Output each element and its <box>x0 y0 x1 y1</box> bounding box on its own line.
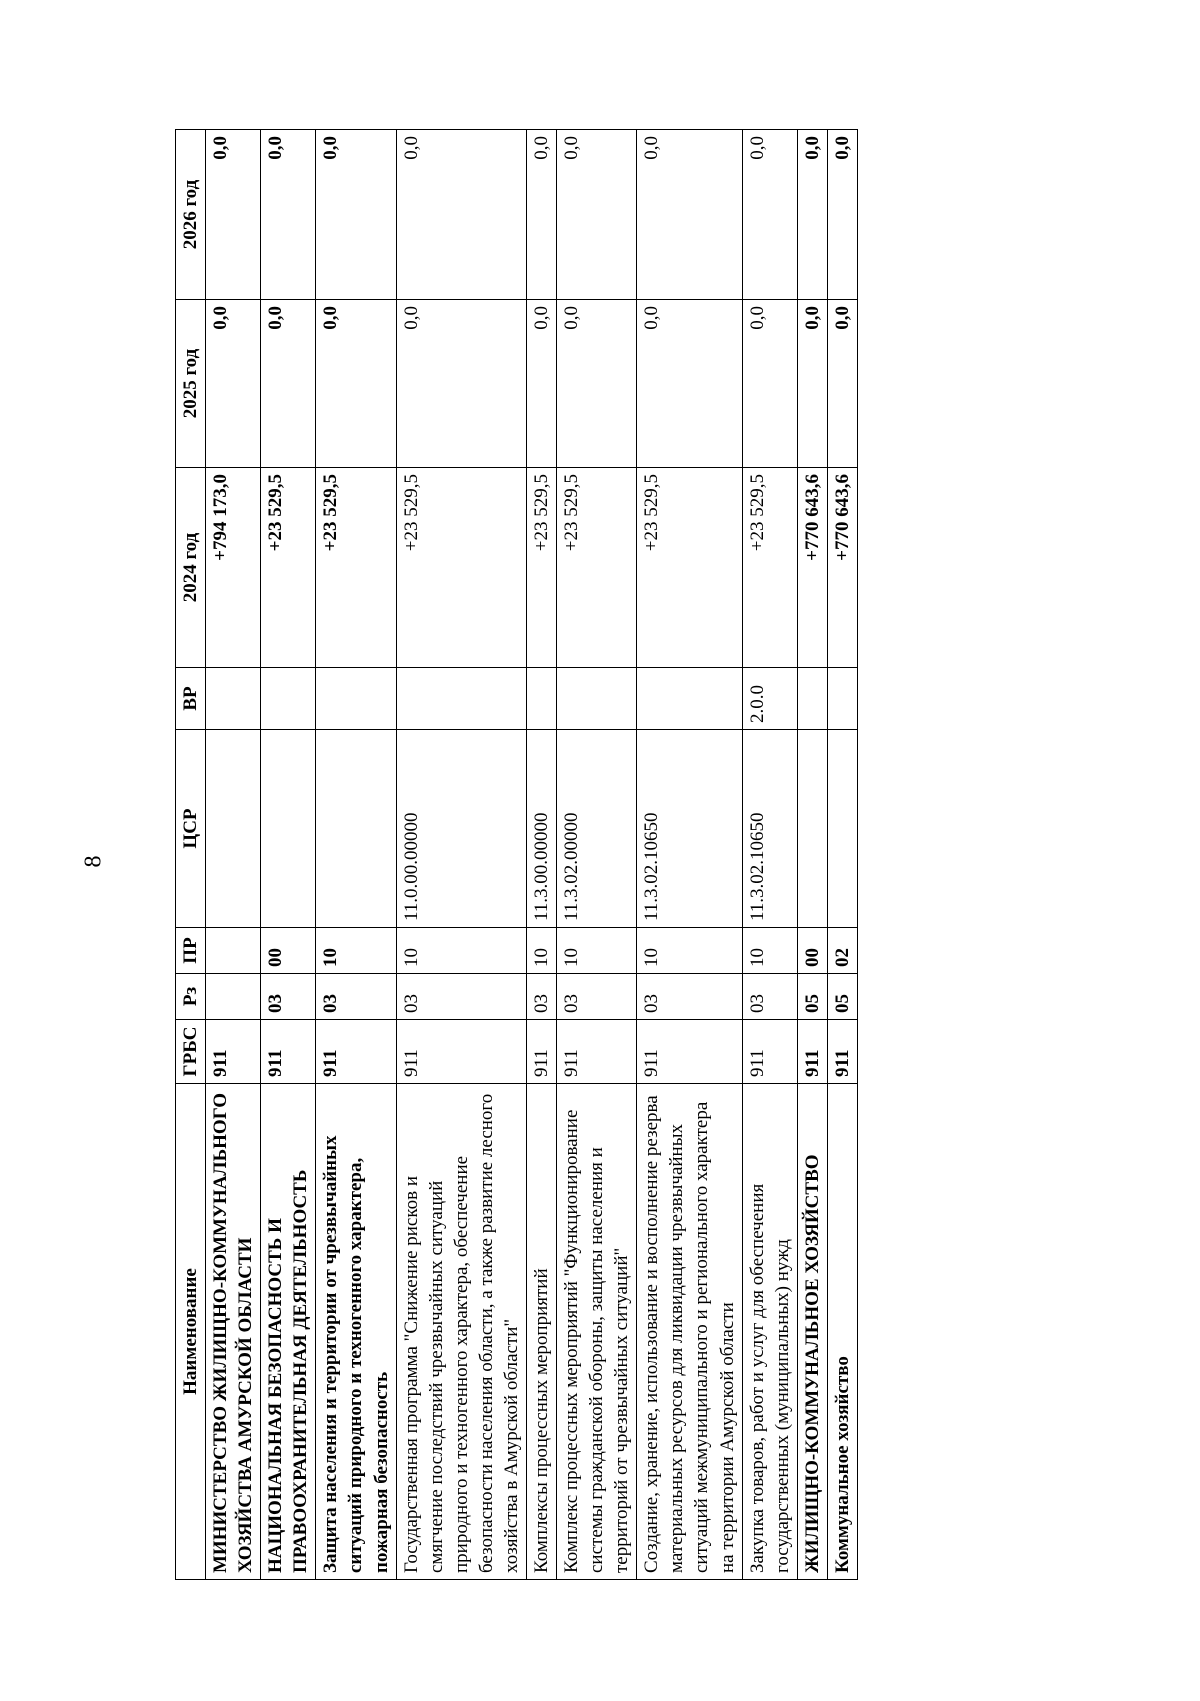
cell-y2024: +770 643,6 <box>797 468 827 668</box>
budget-table <box>175 129 858 1580</box>
cell-csr: 11.3.00.00000 <box>527 730 557 928</box>
cell-grbs: 911 <box>396 1020 526 1084</box>
cell-csr: 11.0.00.00000 <box>396 730 526 928</box>
cell-y2025: 0,0 <box>261 300 316 468</box>
col-header-2026: 2026 год <box>176 130 206 300</box>
cell-y2026: 0,0 <box>827 130 857 300</box>
cell-name: ЖИЛИЩНО-КОММУНАЛЬНОЕ ХОЗЯЙСТВО <box>797 1084 827 1580</box>
cell-pr: 10 <box>316 928 396 974</box>
table-row <box>742 130 797 1580</box>
cell-csr <box>206 730 261 928</box>
cell-y2026: 0,0 <box>206 130 261 300</box>
cell-y2024: +23 529,5 <box>637 468 742 668</box>
cell-pr: 02 <box>827 928 857 974</box>
cell-pr: 10 <box>396 928 526 974</box>
cell-csr: 11.3.02.10650 <box>637 730 742 928</box>
cell-rz: 03 <box>316 974 396 1020</box>
cell-vr <box>261 668 316 730</box>
table-row <box>557 130 637 1580</box>
cell-vr <box>527 668 557 730</box>
cell-csr: 11.3.02.00000 <box>557 730 637 928</box>
cell-pr: 10 <box>527 928 557 974</box>
cell-vr <box>637 668 742 730</box>
cell-name: Создание, хранение, использование и восполнение резерва материальных ресурсов для ликвидации чрезвычайных ситуаций межмуниципального и регионального характера на территории Амурской области <box>637 1084 742 1580</box>
cell-grbs: 911 <box>316 1020 396 1084</box>
page-number: 8 <box>80 855 107 868</box>
cell-y2025: 0,0 <box>827 300 857 468</box>
table-wrapper <box>175 130 1045 1580</box>
col-header-rz: Рз <box>176 974 206 1020</box>
col-header-2025: 2025 год <box>176 300 206 468</box>
cell-y2024: +23 529,5 <box>742 468 797 668</box>
cell-vr <box>206 668 261 730</box>
cell-name: Комплекс процессных мероприятий "Функционирование системы гражданской обороны, защиты населения и территорий от чрезвычайных ситуаций" <box>557 1084 637 1580</box>
col-header-vr: ВР <box>176 668 206 730</box>
cell-y2026: 0,0 <box>261 130 316 300</box>
cell-csr: 11.3.02.10650 <box>742 730 797 928</box>
cell-y2024: +770 643,6 <box>827 468 857 668</box>
table-row <box>316 130 396 1580</box>
col-header-2024: 2024 год <box>176 468 206 668</box>
cell-csr <box>316 730 396 928</box>
cell-csr <box>797 730 827 928</box>
cell-y2025: 0,0 <box>316 300 396 468</box>
cell-name: Защита населения и территории от чрезвычайных ситуаций природного и техногенного характера, пожарная безопасность <box>316 1084 396 1580</box>
table-row <box>797 130 827 1580</box>
cell-rz: 05 <box>827 974 857 1020</box>
cell-vr <box>797 668 827 730</box>
cell-y2024: +23 529,5 <box>527 468 557 668</box>
cell-rz <box>206 974 261 1020</box>
cell-y2026: 0,0 <box>557 130 637 300</box>
cell-grbs: 911 <box>827 1020 857 1084</box>
cell-name: Комплексы процессных мероприятий <box>527 1084 557 1580</box>
cell-name: Закупка товаров, работ и услуг для обеспечения государственных (муниципальных) нужд <box>742 1084 797 1580</box>
cell-vr <box>827 668 857 730</box>
col-header-pr: ПР <box>176 928 206 974</box>
cell-rz: 05 <box>797 974 827 1020</box>
cell-vr <box>396 668 526 730</box>
cell-y2026: 0,0 <box>527 130 557 300</box>
col-header-grbs: ГРБС <box>176 1020 206 1084</box>
cell-rz: 03 <box>527 974 557 1020</box>
cell-y2024: +23 529,5 <box>261 468 316 668</box>
cell-rz: 03 <box>396 974 526 1020</box>
cell-pr: 00 <box>797 928 827 974</box>
cell-grbs: 911 <box>206 1020 261 1084</box>
table-row <box>396 130 526 1580</box>
table-rotation-frame <box>175 130 1045 1580</box>
cell-name: Государственная программа "Снижение рисков и смягчение последствий чрезвычайных ситуаций природного и техногенного характера, обеспечение безопасности населения области, а также развитие лесного хозяйства в Амурской области" <box>396 1084 526 1580</box>
table-row <box>206 130 261 1580</box>
cell-rz: 03 <box>742 974 797 1020</box>
table-header-row <box>176 130 206 1580</box>
cell-csr <box>827 730 857 928</box>
cell-y2025: 0,0 <box>206 300 261 468</box>
cell-pr: 00 <box>261 928 316 974</box>
cell-grbs: 911 <box>261 1020 316 1084</box>
table-row <box>527 130 557 1580</box>
cell-rz: 03 <box>637 974 742 1020</box>
cell-y2026: 0,0 <box>396 130 526 300</box>
cell-name: НАЦИОНАЛЬНАЯ БЕЗОПАСНОСТЬ И ПРАВООХРАНИТЕЛЬНАЯ ДЕЯТЕЛЬНОСТЬ <box>261 1084 316 1580</box>
cell-y2024: +794 173,0 <box>206 468 261 668</box>
cell-grbs: 911 <box>637 1020 742 1084</box>
cell-grbs: 911 <box>557 1020 637 1084</box>
cell-y2025: 0,0 <box>637 300 742 468</box>
col-header-name: Наименование <box>176 1084 206 1580</box>
cell-vr <box>316 668 396 730</box>
cell-pr: 10 <box>637 928 742 974</box>
cell-y2025: 0,0 <box>396 300 526 468</box>
cell-grbs: 911 <box>527 1020 557 1084</box>
cell-y2024: +23 529,5 <box>557 468 637 668</box>
cell-name: Коммунальное хозяйство <box>827 1084 857 1580</box>
cell-vr: 2.0.0 <box>742 668 797 730</box>
cell-grbs: 911 <box>797 1020 827 1084</box>
cell-rz: 03 <box>557 974 637 1020</box>
cell-y2026: 0,0 <box>797 130 827 300</box>
col-header-csr: ЦСР <box>176 730 206 928</box>
cell-pr: 10 <box>742 928 797 974</box>
cell-y2025: 0,0 <box>742 300 797 468</box>
cell-y2024: +23 529,5 <box>316 468 396 668</box>
table-row <box>261 130 316 1580</box>
cell-y2026: 0,0 <box>637 130 742 300</box>
table-row <box>637 130 742 1580</box>
cell-name: МИНИСТЕРСТВО ЖИЛИЩНО-КОММУНАЛЬНОГО ХОЗЯЙСТВА АМУРСКОЙ ОБЛАСТИ <box>206 1084 261 1580</box>
cell-pr <box>206 928 261 974</box>
cell-y2025: 0,0 <box>797 300 827 468</box>
cell-rz: 03 <box>261 974 316 1020</box>
cell-y2024: +23 529,5 <box>396 468 526 668</box>
cell-y2025: 0,0 <box>557 300 637 468</box>
cell-vr <box>557 668 637 730</box>
table-body <box>206 130 858 1580</box>
cell-y2026: 0,0 <box>742 130 797 300</box>
cell-grbs: 911 <box>742 1020 797 1084</box>
cell-y2026: 0,0 <box>316 130 396 300</box>
table-row <box>827 130 857 1580</box>
cell-pr: 10 <box>557 928 637 974</box>
cell-csr <box>261 730 316 928</box>
cell-y2025: 0,0 <box>527 300 557 468</box>
